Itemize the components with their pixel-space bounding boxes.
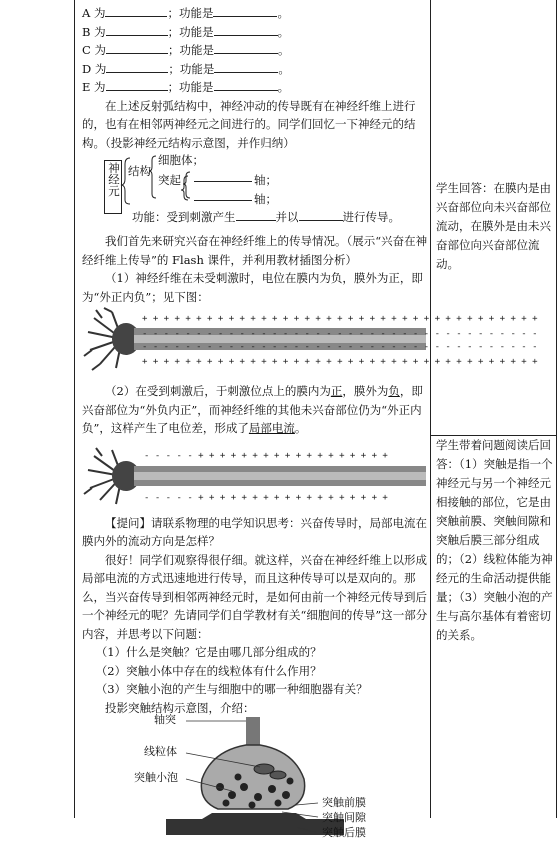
table-border-left bbox=[74, 0, 75, 818]
student-answer-1: 学生回答：在膜内是由兴奋部位向未兴奋部位流动，在膜外是由未兴奋部位向兴奋部位流动。 bbox=[436, 181, 551, 271]
synapse-figure bbox=[82, 713, 428, 839]
fill-line: B 为 ；功能是 。 bbox=[82, 24, 290, 39]
paragraph-synapse-intro: 投影突触结构示意图，介绍： bbox=[105, 700, 255, 715]
paragraph-resting-potential: （1）神经纤维在未受刺激时，电位在膜内为负，膜外为正，即为“外正内负”；见下图： bbox=[82, 271, 423, 304]
fill-line: C 为 ；功能是 。 bbox=[82, 43, 290, 57]
svg-text:+ + + + + + + + + + + + + + +: + + + + + + + + + + + + + + + + + + + + + + + + + + + + + + + + + + + + + bbox=[142, 357, 538, 367]
paragraph-nerve-fiber: 我们首先来研究兴奋在神经纤维上的传导情况。（展示“兴奋在神经纤维上传导”的 Flash 课件，并利用教材插图分析） bbox=[82, 234, 428, 267]
label-synaptic-cleft: 突触间隙 bbox=[322, 811, 366, 824]
axon-label-1: 轴； bbox=[254, 173, 277, 187]
label-vesicle: 突触小泡 bbox=[134, 771, 178, 784]
excited-fiber-figure bbox=[82, 444, 428, 508]
question-item: （1）什么是突触？它是由哪几部分组成的？ bbox=[95, 645, 322, 659]
fill-in-list bbox=[82, 4, 428, 97]
paragraph-transmission: 很好！同学们观察得很仔细。就这样，兴奋在神经纤维上以形成局部电流的方式迅速地进行传导，而且这种传导可以是双向的。那么，当兴奋传导到相邻两神经元时，是如何由前一个神经元传导到后一个神经元的呢？先请同学们自学教材有关“细胞间的传导”这一部分内容，并思考以下问题： bbox=[82, 552, 428, 641]
cell-body-label: 细胞体； bbox=[158, 153, 204, 167]
excited-fiber-diagram bbox=[82, 444, 428, 508]
svg-text:- - - - - - - - - - - - - - -: - - - - - - - - - - - - - - - - - - - - - - - - - - - - - - - - - - - - - bbox=[142, 329, 538, 339]
svg-text:- - - - - + + + + +: - - - - - + + + + + + + + + + + + + + + + + + bbox=[144, 492, 388, 503]
svg-text:- - - - - - - - - - - - - - -: - - - - - - - - - - - - - - - - - - - - - - - - - - - - - - - - - - - - - bbox=[142, 342, 538, 352]
question-item: （3）突触小泡的产生与细胞中的哪一种细胞器有关？ bbox=[95, 682, 368, 696]
neuron-root-box: 神经元 bbox=[104, 160, 122, 214]
resting-fiber-diagram bbox=[82, 306, 538, 372]
process-brace bbox=[180, 170, 192, 200]
student-answer-2: 学生带着问题阅读后回答：（1）突触是指一个神经元与另一个神经元相接触的部位，它是由突触前膜、突触间隙和突触后膜三部分组成的；（2）线粒体能为神经元的生命活动提供能量；（3）突触小泡的产生与高尔基体有着密切的关系。 bbox=[436, 438, 553, 642]
paragraph-question: 【提问】请联系物理的电学知识思考：兴奋传导时，局部电流在膜内外的流动方向是怎样？ bbox=[82, 515, 427, 548]
question-item: （2）突触小体中存在的线粒体有什么作用？ bbox=[95, 663, 322, 678]
process-label: 突起 bbox=[158, 173, 181, 187]
label-mitochondria: 线粒体 bbox=[144, 745, 177, 758]
structure-label: 结构 bbox=[128, 164, 151, 178]
question-list bbox=[82, 643, 428, 699]
label-postsynaptic-membrane: 突触后膜 bbox=[322, 826, 366, 839]
fill-line: D 为 ；功能是 。 bbox=[82, 61, 290, 76]
table-border-middle bbox=[430, 0, 431, 818]
label-axon: 轴突 bbox=[154, 713, 176, 726]
fill-line: E 为 ；功能是 。 bbox=[82, 80, 290, 94]
axon-label-2: 轴； bbox=[254, 192, 277, 206]
svg-text:+ + + + + + + + + + + + + + +: + + + + + + + + + + + + + + + + + + + + + + + + + + + + + + + + + + + + + bbox=[142, 314, 538, 324]
function-line: 功能：受到刺激产生 并以 进行传导。 bbox=[132, 210, 400, 224]
paragraph-reflex-arc: 在上述反射弧结构中，神经冲动的传导既有在神经纤维上进行的，也有在相邻两神经元之间进行的。同学们回忆一下神经元的结构。（投影神经元结构示意图，并作归纳） bbox=[82, 98, 416, 150]
fill-line: A 为 ；功能是 。 bbox=[82, 6, 289, 20]
paragraph-action-potential: （2）在受到刺激后，于刺激位点上的膜内为正，膜外为负，即兴奋部位为“外负内正”，而神经纤维的其他未兴奋部位仍为“外正内负”，这样产生了电位差，形成了局部电流。 bbox=[82, 384, 423, 435]
svg-text:- - - - - + + + + +: - - - - - + + + + + + + + + + + + + + + + + + bbox=[144, 450, 388, 461]
neuron-structure-outline bbox=[82, 154, 428, 228]
label-presynaptic-membrane: 突触前膜 bbox=[322, 796, 366, 809]
table-border-right bbox=[556, 0, 557, 818]
resting-fiber-figure bbox=[82, 306, 538, 372]
